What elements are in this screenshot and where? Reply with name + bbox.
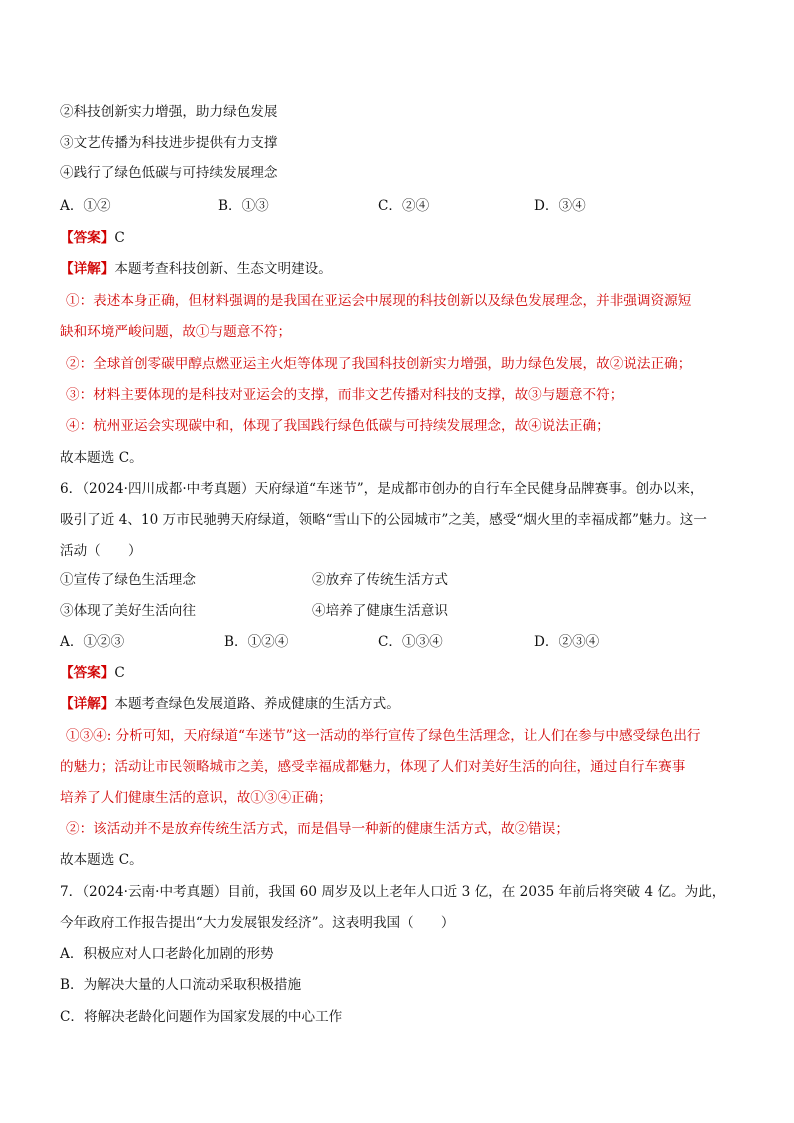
detail-intro: 本题考查科技创新、生态文明建设。: [114, 261, 332, 277]
q6-explanation-1c: 培养了人们健康生活的意识，故①③④正确；: [60, 790, 332, 806]
q6-option-a[interactable]: A．①②③: [60, 634, 125, 650]
q5-statement-4: ④践行了绿色低碳与可持续发展理念: [60, 165, 278, 181]
q5-option-a[interactable]: A．①②: [60, 198, 111, 214]
answer-tag: 【答案】: [60, 230, 115, 246]
q6-answer: [60, 663, 125, 683]
q6-detail: [60, 694, 400, 714]
q5-detail: [60, 259, 332, 279]
answer-value: C: [114, 230, 125, 246]
q6-explanation-1b: 的魅力；活动让市民领略城市之美，感受幸福成都魅力，体现了人们对美好生活的向往，通过自行车赛事: [60, 759, 686, 775]
q7-option-c[interactable]: C．将解决老龄化问题作为国家发展的中心工作: [60, 1009, 343, 1025]
q7-option-a[interactable]: A．积极应对人口老龄化加剧的形势: [60, 946, 274, 962]
q6-explanation-1: ①③④: 分析可知，天府绿道“车迷节”这一活动的举行宣传了绿色生活理念，让人们在参与中感受绿色出行: [66, 728, 701, 744]
q6-conclusion: 故本题选 C。: [60, 852, 143, 868]
q6-statement-4: ④培养了健康生活意识: [312, 603, 448, 619]
q7-option-b[interactable]: B．为解决大量的人口流动采取积极措施: [60, 977, 302, 993]
q5-statement-2: ②科技创新实力增强，助力绿色发展: [60, 104, 278, 120]
q7-stem-2: 今年政府工作报告提出“大力发展银发经济”。这表明我国（ ）: [60, 915, 455, 931]
q6-statement-3: ③体现了美好生活向往: [60, 603, 196, 619]
q5-explanation-1b: 缺和环境严峻问题，故①与题意不符；: [60, 324, 292, 340]
q5-explanation-2: ②：全球首创零碳甲醇点燃亚运主火炬等体现了我国科技创新实力增强，助力绿色发展，故②说法正确；: [66, 356, 692, 372]
answer-tag: 【答案】: [60, 665, 115, 681]
q6-option-b[interactable]: B．①②④: [224, 634, 289, 650]
q6-statement-1: ①宣传了绿色生活理念: [60, 572, 196, 588]
q5-option-d[interactable]: D．③④: [534, 198, 586, 214]
q5-answer: [60, 228, 125, 248]
q6-stem-2: 吸引了近 4、10 万市民驰骋天府绿道，领略“雪山下的公园城市”之美，感受“烟火里的幸福成都”魅力。这一: [60, 512, 707, 528]
answer-value: C: [114, 665, 125, 681]
detail-intro: 本题考查绿色发展道路、养成健康的生活方式。: [114, 696, 400, 712]
q7-stem-1: 7．（2024·云南·中考真题）目前，我国 60 周岁及以上老年人口近 3 亿，在 2035 年前后将突破 4 亿。为此，: [60, 884, 726, 900]
q6-stem-3: 活动（ ）: [60, 543, 142, 559]
q5-explanation-4: ④：杭州亚运会实现碳中和，体现了我国践行绿色低碳与可持续发展理念，故④说法正确；: [66, 418, 610, 434]
q6-stem-1: 6．（2024·四川成都·中考真题）天府绿道“车迷节”，是成都市创办的自行车全民健身品牌赛事。创办以来，: [60, 481, 704, 497]
q5-statement-3: ③文艺传播为科技进步提供有力支撑: [60, 135, 278, 151]
q6-statement-2: ②放弃了传统生活方式: [312, 572, 448, 588]
q6-option-d[interactable]: D．②③④: [534, 634, 600, 650]
q5-option-c[interactable]: C．②④: [378, 198, 430, 214]
q5-option-b[interactable]: B．①③: [218, 198, 269, 214]
q5-conclusion: 故本题选 C。: [60, 450, 143, 466]
detail-tag: 【详解】: [60, 261, 115, 277]
q5-explanation-3: ③：材料主要体现的是科技对亚运会的支撑，而非文艺传播对科技的支撑，故③与题意不符；: [66, 387, 624, 403]
q6-option-c[interactable]: C．①③④: [378, 634, 443, 650]
detail-tag: 【详解】: [60, 696, 115, 712]
q6-explanation-2: ②：该活动并不是放弃传统生活方式，而是倡导一种新的健康生活方式，故②错误；: [66, 821, 569, 837]
q5-explanation-1: ①：表述本身正确，但材料强调的是我国在亚运会中展现的科技创新以及绿色发展理念，并非强调资源短: [66, 293, 692, 309]
